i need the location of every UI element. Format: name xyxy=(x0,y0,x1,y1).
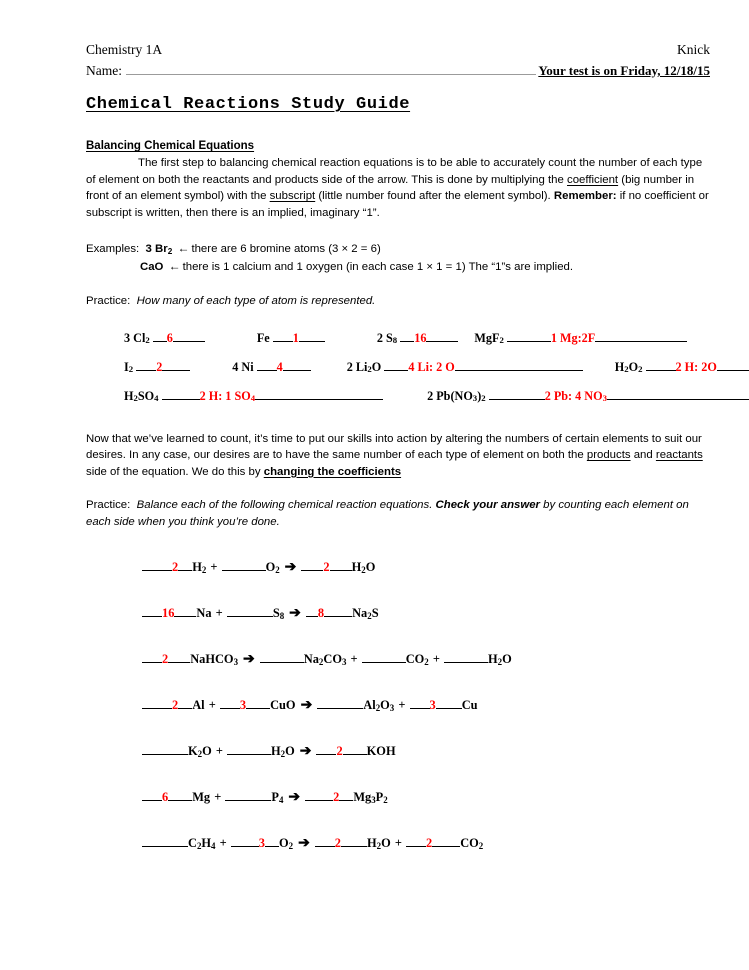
practice-text-1: How many of each type of atom is represented. xyxy=(136,295,376,307)
right-arrow-icon: ➔ xyxy=(243,650,255,666)
right-arrow-icon: ➔ xyxy=(299,742,312,758)
plus-sign: + xyxy=(391,836,405,850)
equation-formula: Al xyxy=(192,698,205,712)
plus-sign: + xyxy=(212,606,226,620)
coefficient-blank[interactable] xyxy=(316,741,336,755)
coefficient-blank[interactable] xyxy=(436,695,462,709)
counting-formula: $H_2SO_4$ xyxy=(124,388,159,404)
student-answer: 2 xyxy=(336,744,343,758)
plus-sign: + xyxy=(429,652,443,666)
coefficient-blank[interactable] xyxy=(220,695,240,709)
answer-blank-line[interactable] xyxy=(162,386,200,400)
term-changing-coefficients: changing the coefficients xyxy=(263,465,402,478)
counting-formula: $I_2$ xyxy=(124,359,134,375)
student-answer: 3 xyxy=(239,698,247,712)
left-arrow-icon: ← xyxy=(177,241,190,255)
intro-text-d: if no coefficient or subscript is written, then there is an implied, imaginary “1”. xyxy=(86,190,709,219)
equation-formula: Mg xyxy=(192,790,211,804)
counting-cell xyxy=(615,353,749,382)
equation-formula: $K_2O$ xyxy=(188,744,212,759)
coefficient-blank[interactable] xyxy=(410,695,430,709)
counting-cell xyxy=(257,324,325,352)
student-answer: 2 xyxy=(323,560,330,574)
section-heading-balancing: Balancing Chemical Equations xyxy=(86,140,255,152)
plus-sign: + xyxy=(395,698,409,712)
name-field-label: Name: xyxy=(86,63,122,78)
right-arrow-icon: ➔ xyxy=(288,788,301,804)
student-answer: 2 xyxy=(172,560,179,574)
counting-formula: 2 $Li_2O$ xyxy=(346,359,382,375)
balance-text-b: and xyxy=(630,449,656,461)
course-label: Chemistry 1A xyxy=(86,42,163,57)
answer-blank-line[interactable] xyxy=(299,328,325,342)
teacher-label: Knick xyxy=(677,42,710,57)
plus-sign: + xyxy=(212,744,226,758)
equation-formula: $Al_2O_3$ xyxy=(363,698,395,713)
coefficient-blank[interactable] xyxy=(227,603,273,617)
student-answer: 6 xyxy=(166,330,173,345)
answer-blank-line[interactable] xyxy=(455,357,583,371)
student-answer: 2 xyxy=(333,790,340,804)
answer-blank-line[interactable] xyxy=(489,386,545,400)
coefficient-blank[interactable] xyxy=(362,649,406,663)
balance-text-c: side of the equation. We do this by xyxy=(86,465,264,478)
coefficient-blank[interactable] xyxy=(444,649,488,663)
student-answer: 2 xyxy=(172,698,179,712)
intro-text-b: (big number in front of an element symbol) with the xyxy=(86,173,695,202)
answer-blank-line[interactable] xyxy=(717,357,749,371)
coefficient-blank[interactable] xyxy=(330,557,352,571)
answer-blank-line[interactable] xyxy=(426,328,458,342)
answer-blank-line[interactable] xyxy=(153,328,167,342)
counting-row xyxy=(124,324,710,353)
coefficient-blank[interactable] xyxy=(142,787,162,801)
example-text-2: there is 1 calcium and 1 oxygen (in each case 1 × 1 = 1) The “1”s are implied. xyxy=(182,261,574,273)
example-text-1: there are 6 bromine atoms (3 × 2 = 6) xyxy=(191,243,381,255)
answer-blank-line[interactable] xyxy=(607,386,749,400)
counting-practice-table xyxy=(86,324,717,411)
student-answer: 2 xyxy=(426,836,433,850)
left-arrow-icon: ← xyxy=(168,259,181,273)
coefficient-blank[interactable] xyxy=(225,787,271,801)
equation-formula: Cu xyxy=(461,698,478,712)
answer-blank-line[interactable] xyxy=(646,357,676,371)
equation-formula: $CO_2$ xyxy=(405,652,429,667)
test-date-note: Your test is on Friday, 12/18/15 xyxy=(538,63,710,78)
document-content xyxy=(86,42,717,874)
equation-formula: $H_2O$ xyxy=(271,744,295,759)
equation-formula: $CO_2$ xyxy=(460,836,484,851)
balancing-equations-list xyxy=(86,552,710,859)
equation-formula: $H_2O$ xyxy=(351,560,376,575)
answer-blank-line[interactable] xyxy=(257,357,277,371)
equation-formula: $Na_2S$ xyxy=(352,606,379,621)
equation-formula: $P_4$ xyxy=(271,790,284,805)
coefficient-blank[interactable] xyxy=(142,603,162,617)
intro-text-c: (little number found after the element symbol). xyxy=(315,190,554,202)
equation-formula: $H_2O$ xyxy=(488,652,512,667)
right-arrow-icon: ➔ xyxy=(289,604,301,620)
term-reactants: reactants xyxy=(655,449,703,461)
practice-label-1: Practice: xyxy=(86,295,131,307)
page-title: Chemical Reactions Study Guide xyxy=(86,95,411,114)
equation-formula: $C_2H_4$ xyxy=(188,836,216,851)
practice-instruction-2 xyxy=(86,497,710,530)
name-write-in-line[interactable] xyxy=(126,61,536,75)
coefficient-blank[interactable] xyxy=(341,833,367,847)
header-row xyxy=(86,42,710,58)
equation-formula: $S_8$ xyxy=(272,606,285,621)
coefficient-blank[interactable] xyxy=(246,695,270,709)
equation-row xyxy=(142,552,710,583)
remember-label: Remember: xyxy=(553,190,617,202)
coefficient-blank[interactable] xyxy=(339,787,353,801)
equation-row xyxy=(142,782,710,813)
plus-sign: + xyxy=(216,836,230,850)
student-answer: 3 xyxy=(258,836,265,850)
answer-blank-line[interactable] xyxy=(173,328,205,342)
example-formula-cao: CaO xyxy=(140,261,164,273)
examples-block xyxy=(86,240,710,276)
practice-text-2b: by counting each element on each side when you think you’re done. xyxy=(86,499,689,528)
equation-row xyxy=(142,644,710,675)
coefficient-blank[interactable] xyxy=(142,833,188,847)
coefficient-blank[interactable] xyxy=(315,833,335,847)
student-answer: 2 xyxy=(156,359,163,374)
counting-formula: $H_2O_2$ xyxy=(614,359,643,375)
answer-blank-line[interactable] xyxy=(273,328,293,342)
equation-row xyxy=(142,736,710,767)
counting-row xyxy=(124,353,717,382)
coefficient-blank[interactable] xyxy=(142,649,162,663)
plus-sign: + xyxy=(205,698,219,712)
student-answer: 8 xyxy=(317,606,325,620)
plus-sign: + xyxy=(347,652,361,666)
coefficient-blank[interactable] xyxy=(231,833,259,847)
student-answer: 4 Li: 2 O xyxy=(408,359,455,374)
answer-blank-line[interactable] xyxy=(255,386,383,400)
coefficient-blank[interactable] xyxy=(305,787,333,801)
student-answer: 1 xyxy=(292,330,299,345)
intro-text-a: The first step to balancing chemical reaction equations is to be able to accurately count the number of each type of element on both the reactants and products side of the arrow. This is done by multiplying the xyxy=(86,157,703,186)
coefficient-blank[interactable] xyxy=(178,557,192,571)
equation-row xyxy=(142,828,710,859)
equation-formula: CuO xyxy=(270,698,296,712)
equation-formula: $Mg_3P_2$ xyxy=(353,790,388,805)
coefficient-blank[interactable] xyxy=(301,557,323,571)
student-answer: 2 Pb: 4 $NO_3$ xyxy=(544,388,607,404)
coefficient-blank[interactable] xyxy=(174,603,196,617)
counting-cell xyxy=(124,382,383,411)
counting-cell xyxy=(427,382,749,411)
check-your-answer-emphasis: Check your answer xyxy=(435,499,540,511)
student-answer: 4 xyxy=(276,359,283,374)
counting-formula: 3 $Cl_2$ xyxy=(124,330,150,346)
examples-line-2 xyxy=(86,258,710,276)
counting-cell xyxy=(124,353,190,382)
coefficient-blank[interactable] xyxy=(227,741,271,755)
counting-cell xyxy=(232,353,310,381)
right-arrow-icon: ➔ xyxy=(298,834,310,850)
page-title-wrap xyxy=(86,79,710,114)
equation-row xyxy=(142,690,710,721)
equation-formula: NaHCO$_3$ xyxy=(190,652,239,667)
right-arrow-icon: ➔ xyxy=(284,558,297,574)
student-answer: 2 H: 2O xyxy=(675,359,717,374)
coefficient-blank[interactable] xyxy=(168,787,192,801)
student-answer: 3 xyxy=(429,698,436,712)
practice-text-2a: Balance each of the following chemical reaction equations. xyxy=(136,499,436,511)
balance-text-a: Now that we’ve learned to count, it’s time to put our skills into action by altering the numbers of certain elements to suit our desires. In any case, our desires are to have the same number of each type of element on both the xyxy=(86,432,702,461)
counting-cell xyxy=(347,353,583,382)
practice-instruction-1 xyxy=(86,293,710,310)
student-answer: 2 H: 1 $SO_4$ xyxy=(199,388,256,404)
coefficient-blank[interactable] xyxy=(178,695,192,709)
answer-blank-line[interactable] xyxy=(400,328,414,342)
term-products: products xyxy=(586,449,631,461)
term-subscript: subscript xyxy=(269,190,316,202)
coefficient-blank[interactable] xyxy=(222,557,266,571)
student-answer: 2 xyxy=(334,836,341,850)
counting-formula: 2 $Pb(NO_3)_2$ xyxy=(427,388,486,404)
coefficient-blank[interactable] xyxy=(343,741,367,755)
equation-formula: Na xyxy=(196,606,212,620)
student-answer: 1 Mg:2F xyxy=(550,330,596,345)
answer-blank-line[interactable] xyxy=(162,357,190,371)
coefficient-blank[interactable] xyxy=(260,649,304,663)
coefficient-blank[interactable] xyxy=(168,649,190,663)
counting-formula: MgF$_2$ xyxy=(474,330,504,346)
examples-line-1 xyxy=(86,240,710,258)
coefficient-blank[interactable] xyxy=(324,603,352,617)
equation-formula: $O_2$ xyxy=(265,560,280,575)
term-coefficient: coefficient xyxy=(567,173,619,186)
plus-sign: + xyxy=(207,560,221,574)
student-answer: 6 xyxy=(162,790,169,804)
name-row xyxy=(86,61,710,79)
answer-blank-line[interactable] xyxy=(136,357,156,371)
counting-row xyxy=(124,382,710,411)
answer-blank-line[interactable] xyxy=(283,357,311,371)
student-answer: 2 xyxy=(162,652,169,666)
counting-formula: 4 Ni xyxy=(232,359,254,374)
equation-formula: $H_2$ xyxy=(192,560,207,575)
balancing-paragraph xyxy=(86,431,710,481)
student-answer: 16 xyxy=(162,606,175,620)
answer-blank-line[interactable] xyxy=(595,328,687,342)
answer-blank-line[interactable] xyxy=(384,357,408,371)
equation-row xyxy=(142,598,710,629)
practice-label-2: Practice: xyxy=(86,499,131,511)
example-formula-br2: 3 $Br_2$ xyxy=(145,243,173,256)
equation-formula: $O_2$ xyxy=(278,836,294,851)
counting-cell xyxy=(124,324,205,353)
examples-label: Examples: xyxy=(86,243,140,255)
coefficient-blank[interactable] xyxy=(406,833,426,847)
counting-cell xyxy=(377,324,459,353)
counting-formula: Fe xyxy=(256,330,270,345)
counting-cell xyxy=(474,324,687,353)
coefficient-blank[interactable] xyxy=(306,603,318,617)
equation-formula: KOH xyxy=(366,744,396,758)
plus-sign: + xyxy=(211,790,225,804)
intro-paragraph xyxy=(86,155,710,221)
coefficient-blank[interactable] xyxy=(142,695,172,709)
coefficient-blank[interactable] xyxy=(265,833,279,847)
coefficient-blank[interactable] xyxy=(432,833,460,847)
answer-blank-line[interactable] xyxy=(507,328,551,342)
equation-formula: $H_2O$ xyxy=(367,836,391,851)
equation-formula: $Na_2CO_3$ xyxy=(303,652,347,667)
counting-formula: 2 $S_8$ xyxy=(376,330,398,346)
coefficient-blank[interactable] xyxy=(142,557,172,571)
coefficient-blank[interactable] xyxy=(142,741,188,755)
student-answer: 16 xyxy=(414,330,427,345)
right-arrow-icon: ➔ xyxy=(300,696,313,712)
coefficient-blank[interactable] xyxy=(317,695,363,709)
